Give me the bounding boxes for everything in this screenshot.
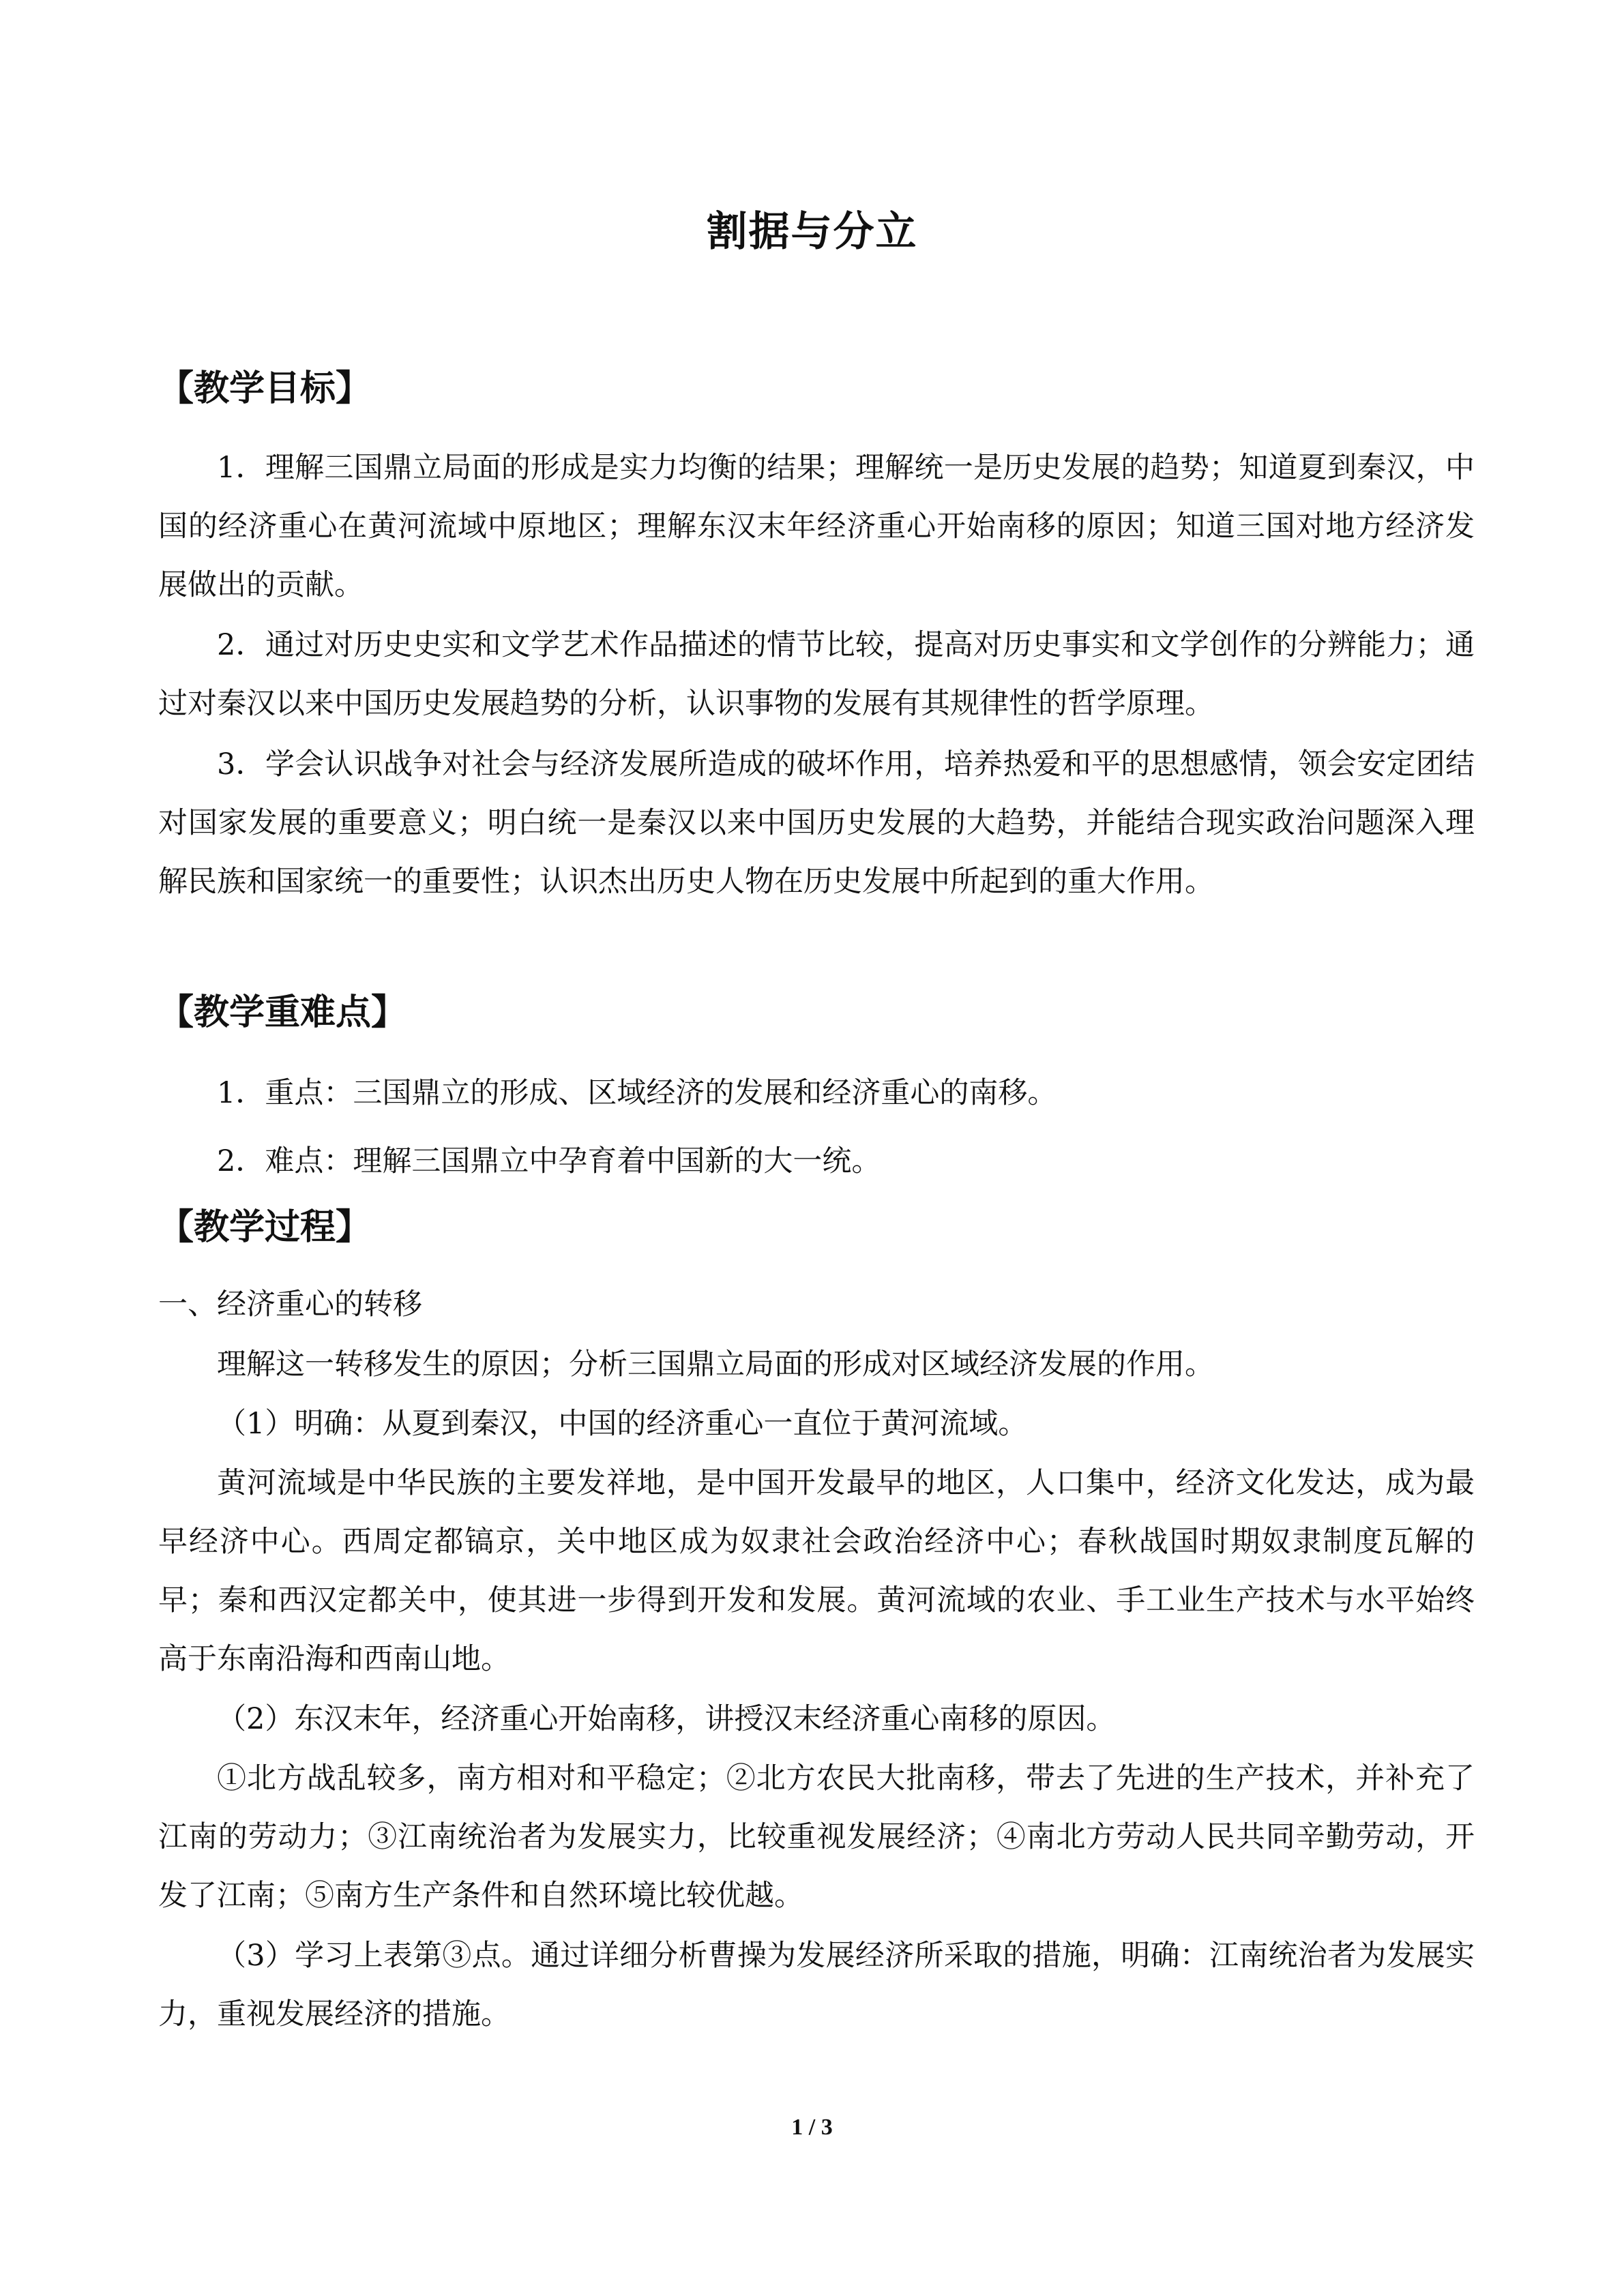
objective-item-1: 1．理解三国鼎立局面的形成是实力均衡的结果；理解统一是历史发展的趋势；知道夏到秦汉，中国的经济重心在黄河流域中原地区；理解东汉末年经济重心开始南移的原因；知道三国对地方经济发展做出的贡献。 xyxy=(158,451,1475,602)
process-subheading: 一、经济重心的转移 xyxy=(158,1287,422,1322)
key-point-item-2: 2．难点：理解三国鼎立中孕育着中国新的大一统。 xyxy=(217,1144,881,1178)
process-heading: 【教学过程】 xyxy=(158,1207,372,1248)
process-paragraph-4: （2）东汉末年，经济重心开始南移，讲授汉末经济重心南移的原因。 xyxy=(217,1702,1116,1736)
objective-item-3: 3．学会认识战争对社会与经济发展所造成的破坏作用，培养热爱和平的思想感情，领会安定团结对国家发展的重要意义；明白统一是秦汉以来中国历史发展的大趋势，并能结合现实政治问题深入理解民族和国家统一的重要性；认识杰出历史人物在历史发展中所起到的重大作用。 xyxy=(158,747,1475,899)
process-paragraph-6: （3）学习上表第③点。通过详细分析曹操为发展经济所采取的措施，明确：江南统治者为发展实力，重视发展经济的措施。 xyxy=(158,1939,1475,2031)
process-paragraph-1: 理解这一转移发生的原因；分析三国鼎立局面的形成对区域经济发展的作用。 xyxy=(217,1347,1214,1382)
objectives-heading: 【教学目标】 xyxy=(158,368,372,409)
process-paragraph-5: ①北方战乱较多，南方相对和平稳定；②北方农民大批南移，带去了先进的生产技术，并补充了江南的劳动力；③江南统治者为发展实力，比较重视发展经济；④南北方劳动人民共同辛勤劳动，开发了江南；⑤南方生产条件和自然环境比较优越。 xyxy=(158,1761,1475,1913)
key-point-item-1: 1．重点：三国鼎立的形成、区域经济的发展和经济重心的南移。 xyxy=(217,1076,1057,1110)
process-paragraph-3: 黄河流域是中华民族的主要发祥地，是中国开发最早的地区，人口集中，经济文化发达，成为最早经济中心。西周定都镐京，关中地区成为奴隶社会政治经济中心；春秋战国时期奴隶制度瓦解的早；秦和西汉定都关中，使其进一步得到开发和发展。黄河流域的农业、手工业生产技术与水平始终高于东南沿海和西南山地。 xyxy=(158,1466,1475,1676)
objective-item-2: 2．通过对历史史实和文学艺术作品描述的情节比较，提高对历史事实和文学创作的分辨能力；通过对秦汉以来中国历史发展趋势的分析，认识事物的发展有其规律性的哲学原理。 xyxy=(158,628,1475,721)
process-paragraph-2: （1）明确：从夏到秦汉，中国的经济重心一直位于黄河流域。 xyxy=(217,1407,1028,1441)
page-number: 1 / 3 xyxy=(791,2115,833,2140)
key-points-heading: 【教学重难点】 xyxy=(158,992,407,1033)
page-title: 割据与分立 xyxy=(706,208,918,256)
